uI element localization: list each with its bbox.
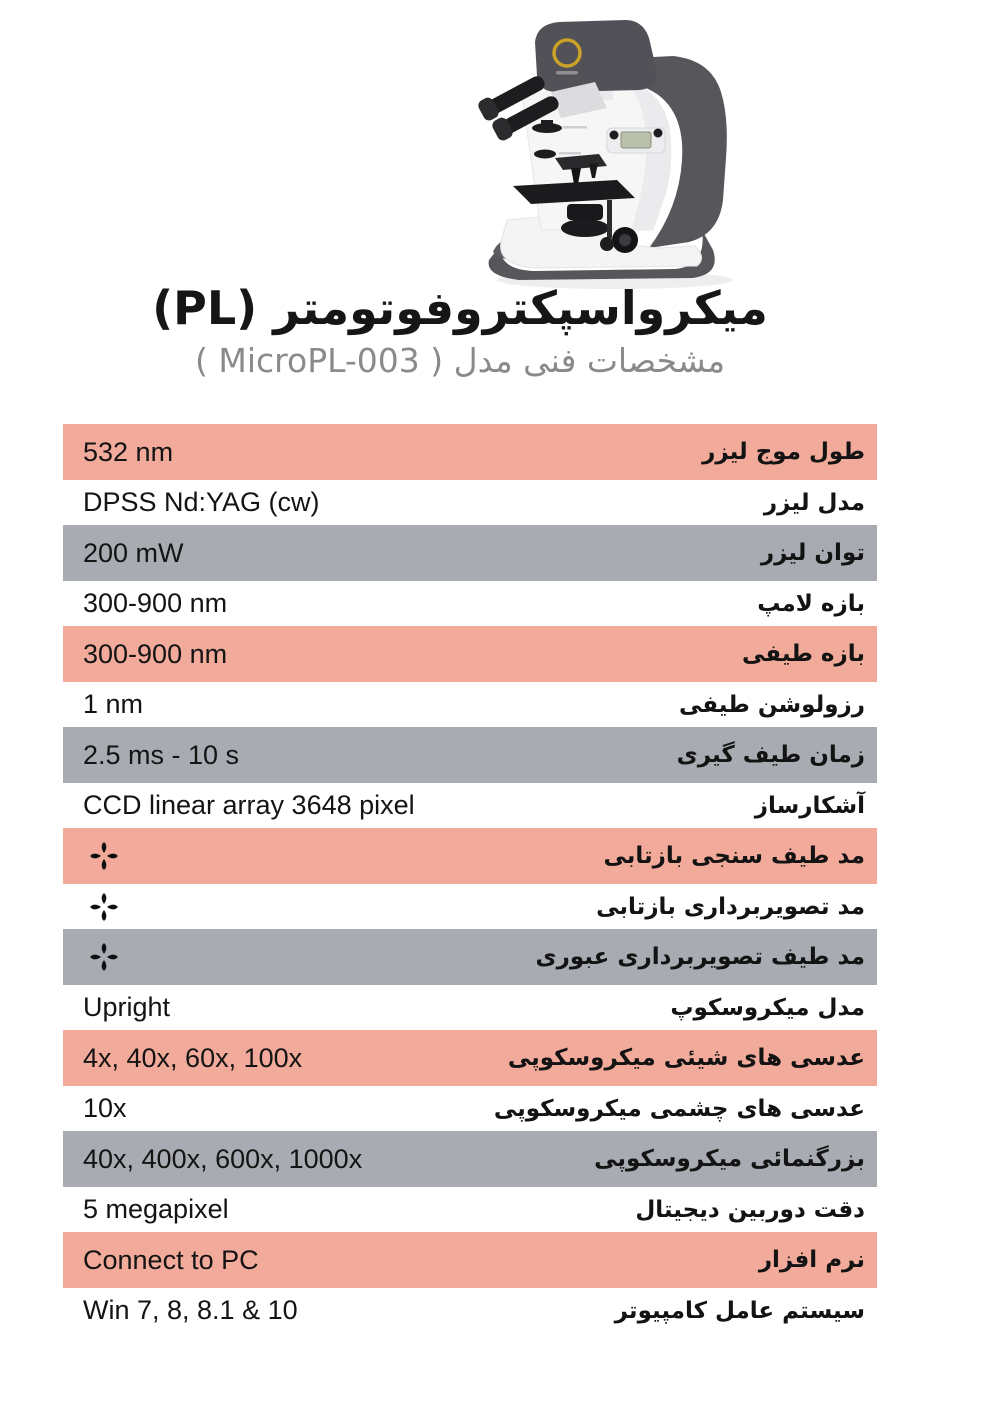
spec-label: رزولوشن طیفی: [678, 691, 865, 718]
spec-row: [63, 1086, 877, 1131]
spec-row: [63, 985, 877, 1030]
spec-value: 532 nm: [83, 436, 174, 467]
four-petal-asterisk-icon: [89, 839, 119, 873]
spec-label: عدسی های چشمی میکروسکوپی: [493, 1095, 865, 1122]
spec-label: مد تصویربرداری بازتابی: [596, 893, 865, 920]
spec-label: آشکارساز: [754, 792, 865, 819]
spec-value: DPSS Nd:YAG (cw): [83, 487, 320, 517]
microscope-illustration: [455, 8, 775, 293]
title-block: [0, 282, 920, 380]
spec-label: سیستم عامل کامپیوتر: [614, 1297, 865, 1324]
spec-row: [63, 783, 877, 828]
spec-value: 1 nm: [83, 689, 144, 719]
spec-row: [63, 682, 877, 727]
spec-label: مدل لیزر: [763, 489, 865, 516]
spec-value: Connect to PC: [83, 1244, 259, 1275]
spec-label: بازه لامپ: [757, 590, 865, 617]
spec-row: [63, 727, 877, 783]
spec-row: [63, 828, 877, 884]
spec-label: توان لیزر: [760, 540, 865, 566]
spec-label: عدسی های شیئی میکروسکوپی: [507, 1045, 865, 1071]
spec-row: [63, 581, 877, 626]
spec-label: بازه طیفی: [742, 641, 865, 667]
spec-value: Win 7, 8, 8.1 & 10: [83, 1295, 298, 1325]
spec-value: 2.5 ms - 10 s: [83, 739, 240, 770]
spec-row: [63, 626, 877, 682]
spec-value: 40x, 400x, 600x, 1000x: [83, 1143, 363, 1174]
spec-value: CCD linear array 3648 pixel: [83, 790, 415, 820]
spec-value-check: [63, 839, 119, 873]
spec-row: [63, 1030, 877, 1086]
spec-label: بزرگنمائی میکروسکوپی: [594, 1146, 865, 1172]
spec-row: [63, 1131, 877, 1187]
spec-row: [63, 1288, 877, 1333]
spec-value: 300-900 nm: [83, 638, 228, 669]
spec-row: [63, 1232, 877, 1288]
spec-value: 5 megapixel: [83, 1194, 229, 1224]
spec-row: [63, 424, 877, 480]
spec-label: طول موج لیزر: [702, 439, 865, 465]
spec-label: مد طیف سنجی بازتابی: [603, 843, 865, 869]
page-title: میکرواسپکتروفوتومتر (PL): [152, 281, 768, 335]
page-subtitle: مشخصات فنی مدل ( MicroPL-003 ): [195, 340, 725, 380]
microscope-image: [455, 8, 775, 293]
four-petal-asterisk-icon: [89, 940, 119, 974]
spec-row: [63, 480, 877, 525]
spec-value: Upright: [83, 992, 171, 1022]
spec-table: [63, 424, 877, 1333]
spec-row: [63, 525, 877, 581]
spec-label: دقت دوربین دیجیتال: [635, 1196, 865, 1223]
spec-row: [63, 884, 877, 929]
spec-label: مدل میکروسکوپ: [670, 994, 865, 1021]
spec-value: 4x, 40x, 60x, 100x: [83, 1042, 303, 1073]
spec-label: مد طیف تصویربرداری عبوری: [535, 944, 865, 970]
spec-value-check: [63, 940, 119, 974]
spec-row: [63, 929, 877, 985]
spec-value-check: [63, 890, 119, 924]
spec-label: زمان طیف گیری: [676, 742, 865, 768]
spec-value: 300-900 nm: [83, 588, 228, 618]
spec-row: [63, 1187, 877, 1232]
four-petal-asterisk-icon: [89, 890, 119, 924]
spec-value: 10x: [83, 1093, 127, 1123]
spec-value: 200 mW: [83, 537, 184, 568]
spec-label: نرم افزار: [758, 1247, 865, 1273]
